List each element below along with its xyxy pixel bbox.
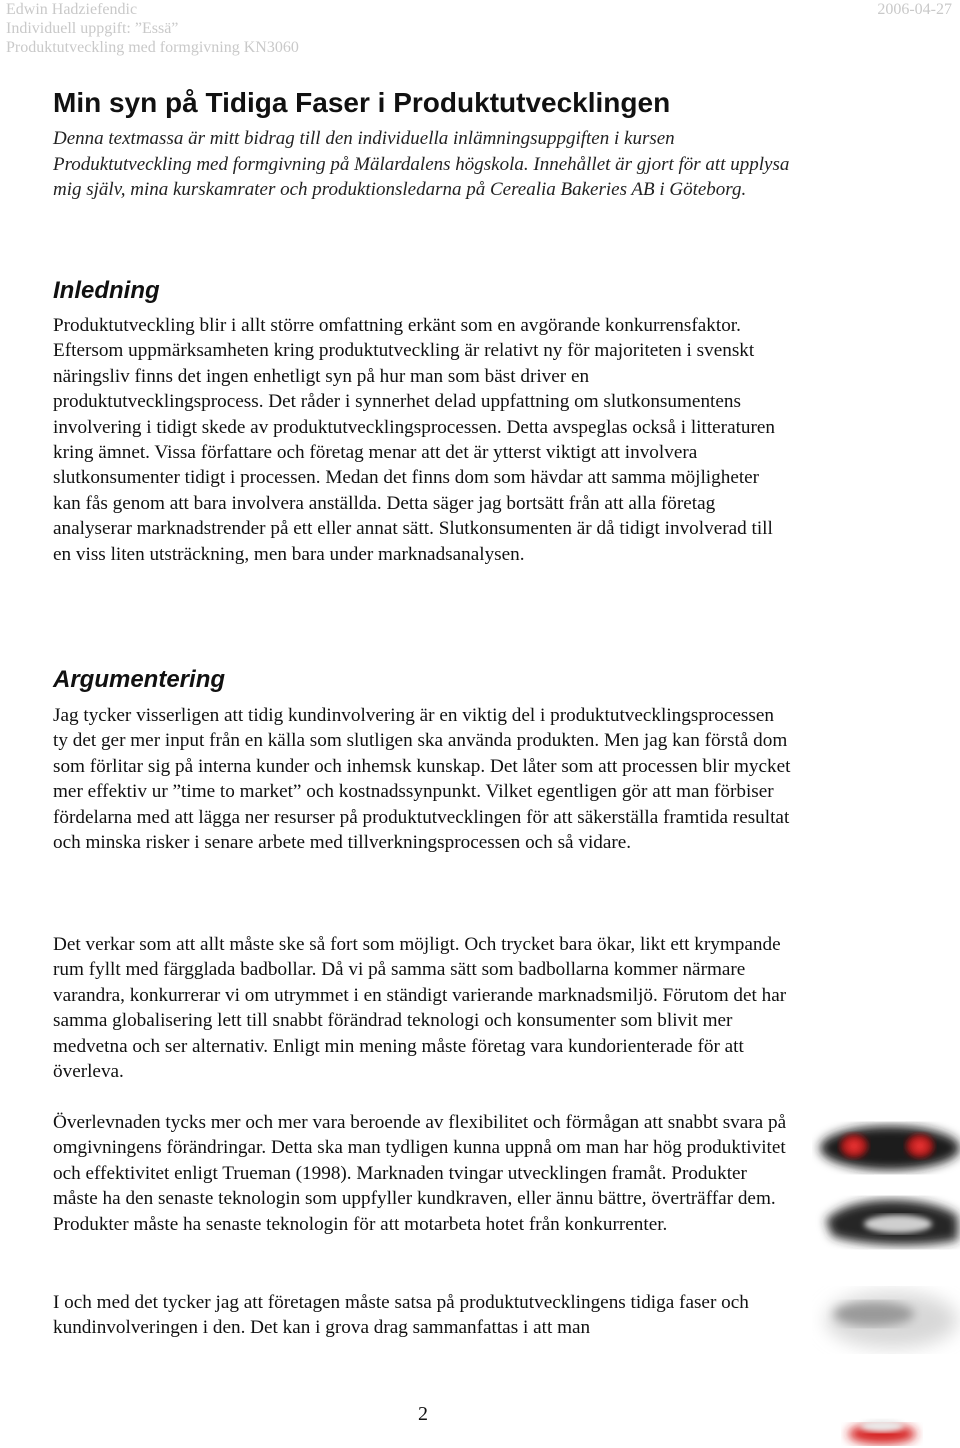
header-author: Edwin Hadziefendic [6,1,138,18]
page-number: 2 [418,1403,428,1425]
paragraph: I och med det tycker jag att företagen måste satsa på produktutvecklingens tidiga faser och kundinvolveringen i den. Det kan i grova drag sammanfattas i att man [53,1292,749,1339]
section-heading-argumentering: Argumentering [53,666,226,693]
paragraph: Överlevnaden tycks mer och mer vara beroende av flexibilitet och förmågan att snabbt svara på omgivningens förändringar. Detta ska man tydligen kunna uppnå om man har hög produktivitet och effektivitet enligt Trueman (1998). Marknaden tvingar utvecklingen framåt. Produkter måste ha den senaste teknologin som uppfyller kundkraven, eller ännu bättre, överträffar dem. Produkter måste ha senaste teknologin för att motarbeta hotet från konkurrenter. [53,1112,787,1235]
header-date: 2006-04-27 [877,1,952,18]
paragraph: Jag tycker visserligen att tidig kundinvolvering är en viktig del i produktutvecklingsprocessen ty det ger mer input från en källa som slutligen ska använda produkten. Men jag kan förstå dom som förlitar sig på interna kunder och inhemsk kunskap. Det låter som att processen blir mycket mer effektiv ur ”time to market” och kostnadssynpunkt. Vilket egentligen gör att man förbiser fördelarna med att lägga ner resurser på produktutvecklingen för att säkerställa framtida resultat och minska risker i senare arbete med tillverkningsprocessen och så vidare. [53,705,791,854]
section-heading-inledning: Inledning [53,277,160,304]
page-title: Min syn på Tidiga Faser i Produktutvecklingen [53,87,671,118]
paragraph: Det verkar som att allt måste ske så fort som möjligt. Och trycket bara ökar, likt ett krympande rum fyllt med färgglada badbollar. Då vi på samma sätt som badbollarna kommer närmare varandra, konkurrerar vi om utrymmet i en ständigt varierande marknadsmiljö. Förutom det har samma globalisering lett till snabbt förändrad teknologi och konsumenter som blivit mer medvetna och ser alternativ. Enligt min mening måste företag vara kundorienterade för att överleva. [53,934,787,1083]
header-assignment: Individuell uppgift: ”Essä” [6,20,179,37]
intro-paragraph: Denna textmassa är mitt bidrag till den individuella inlämningsuppgiften i kursen Produktutveckling med formgivning på Mälardalens högskola. Innehållet är gjort för att upplysa mig själv, mina kurskamrater och produktionsledarna på Cerealia Bakeries AB i Göteborg. [53,128,790,201]
paragraph: Produktutveckling blir i allt större omfattning erkänt som en avgörande konkurrensfaktor. Eftersom uppmärksamheten kring produktutveckling är relativt ny för majoriteten i svenskt näringsliv finns det ingen enhetligt syn på hur man som bäst driver en produktutvecklingsprocess. Det råder i synnerhet delad uppfattning om slutkonsumentens involvering i tidigt skede av produktutvecklingsprocessen. Detta avspeglas också i litteraturen kring ämnet. Vissa författare och företag menar att det är ytterst viktigt att involvera slutkonsumenter tidigt i processen. Medan det finns dom som hävdar att samma möjligheter kan fås genom att bara involvera anställda. Detta säger jag bortsätt från att alla företag analyserar marknadstrender på ett eller annat sätt. Slutkonsumenten är då tidigt involverad till en viss liten utsträckning, men bara under marknadsanalysen. [53,315,776,565]
blurred-product-images-icon [812,1112,960,1448]
header-course: Produktutveckling med formgivning KN3060 [6,39,299,56]
